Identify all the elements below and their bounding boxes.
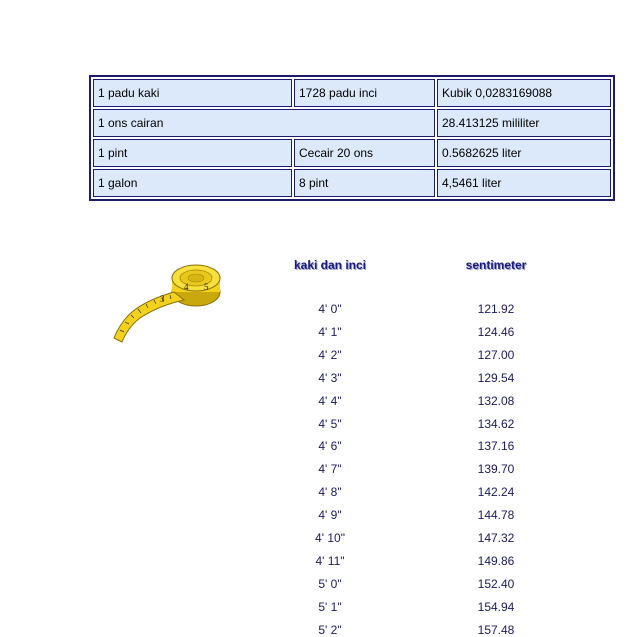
height-feet-value: 5' 0" bbox=[318, 577, 342, 591]
height-cm-value: 157.48 bbox=[477, 623, 515, 637]
height-feet-value: 4' 11" bbox=[315, 554, 345, 568]
height-feet-value: 4' 6" bbox=[318, 439, 342, 453]
height-feet-value: 4' 3" bbox=[318, 371, 342, 385]
table-cell: Kubik 0,0283169088 bbox=[437, 79, 611, 107]
height-cm-value: 137.16 bbox=[477, 439, 515, 453]
height-feet-value: 4' 5" bbox=[318, 417, 342, 431]
height-cm-value: 142.24 bbox=[477, 485, 515, 499]
table-cell: 1 galon bbox=[93, 169, 292, 197]
tape-number: 3 bbox=[160, 294, 165, 304]
height-feet-value: 4' 0" bbox=[318, 302, 342, 316]
height-cm-value: 149.86 bbox=[477, 554, 515, 568]
column-header-feet: kaki dan inci bbox=[293, 258, 367, 272]
table-row bbox=[93, 79, 611, 107]
table-cell: 4,5461 liter bbox=[437, 169, 611, 197]
tape-number: 4 bbox=[184, 282, 189, 292]
height-feet-value: 4' 8" bbox=[318, 485, 342, 499]
height-feet-value: 5' 2" bbox=[318, 623, 342, 637]
table-cell: Cecair 20 ons bbox=[294, 139, 435, 167]
height-feet-value: 5' 1" bbox=[318, 600, 342, 614]
height-cm-value: 124.46 bbox=[477, 325, 515, 339]
height-cm-value: 144.78 bbox=[477, 508, 515, 522]
volume-conversion-table bbox=[89, 75, 615, 201]
height-feet-value: 4' 1" bbox=[318, 325, 342, 339]
table-cell: 1728 padu inci bbox=[294, 79, 435, 107]
height-feet-value: 4' 2" bbox=[318, 348, 342, 362]
height-feet-value: 4' 9" bbox=[318, 508, 342, 522]
height-cm-value: 152.40 bbox=[477, 577, 515, 591]
table-row bbox=[93, 109, 611, 137]
table-cell: 28.413125 mililiter bbox=[437, 109, 611, 137]
height-cm-value: 132.08 bbox=[477, 394, 515, 408]
height-cm-value: 121.92 bbox=[477, 302, 515, 316]
measuring-tape-icon bbox=[104, 262, 228, 348]
tape-number: 5 bbox=[204, 282, 209, 292]
height-cm-value: 127.00 bbox=[477, 348, 515, 362]
height-cm-value: 134.62 bbox=[477, 417, 515, 431]
height-feet-value: 4' 4" bbox=[318, 394, 342, 408]
height-cm-value: 129.54 bbox=[477, 371, 515, 385]
height-cm-value: 154.94 bbox=[477, 600, 515, 614]
height-cm-value: 139.70 bbox=[477, 462, 515, 476]
table-cell: 8 pint bbox=[294, 169, 435, 197]
table-cell: 1 pint bbox=[93, 139, 292, 167]
table-row bbox=[93, 139, 611, 167]
height-feet-value: 4' 7" bbox=[318, 462, 342, 476]
table-row bbox=[93, 169, 611, 197]
column-header-centimeters: sentimeter bbox=[465, 258, 527, 272]
table-cell: 1 padu kaki bbox=[93, 79, 292, 107]
table-cell: 1 ons cairan bbox=[93, 109, 435, 137]
height-feet-value: 4' 10" bbox=[315, 531, 345, 545]
height-cm-value: 147.32 bbox=[477, 531, 515, 545]
table-cell: 0.5682625 liter bbox=[437, 139, 611, 167]
